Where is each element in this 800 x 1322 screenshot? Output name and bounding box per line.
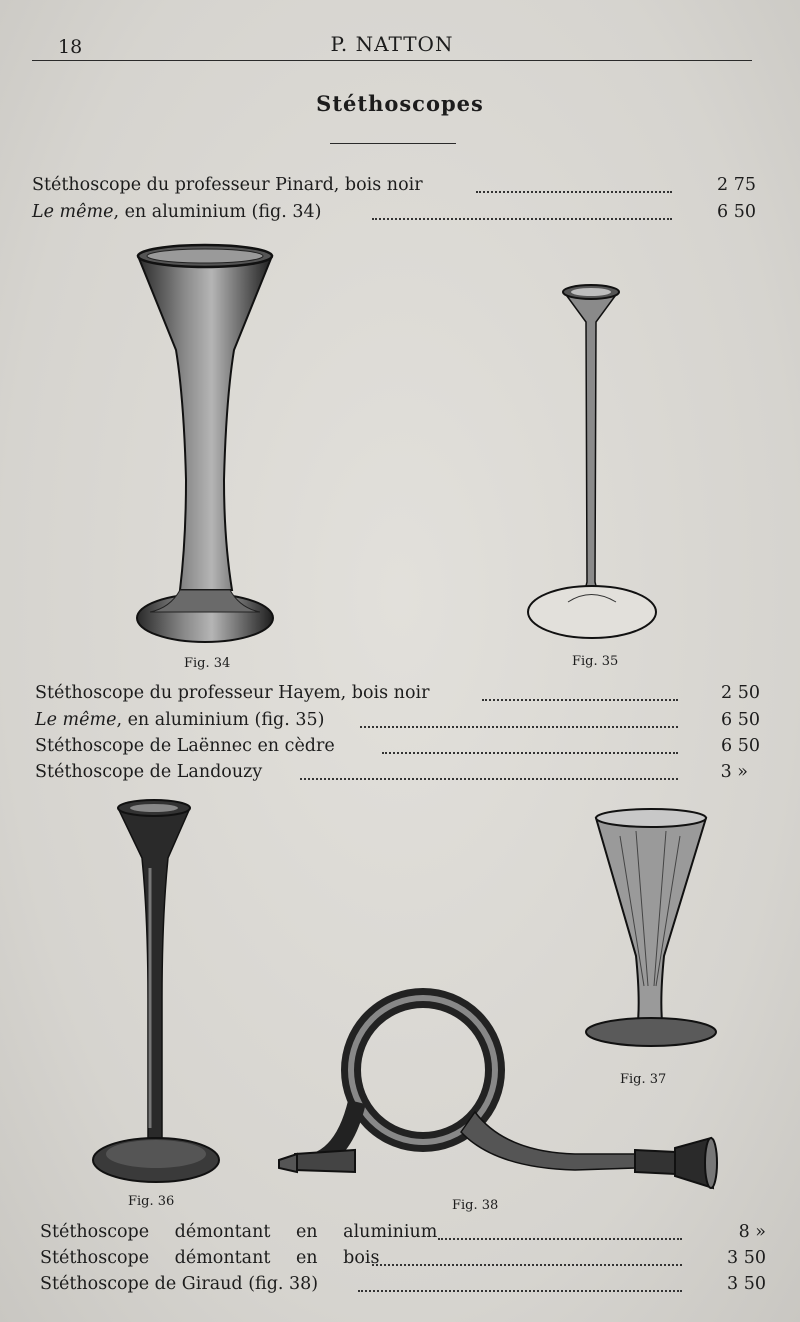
running-head: P. NATTON: [330, 32, 454, 56]
entry-label: Stéthoscope du professeur Hayem, bois noir: [35, 683, 430, 703]
stethoscope-fig-36-illustration: [90, 798, 224, 1188]
figure-caption: Fig. 37: [620, 1072, 667, 1087]
price-entry: [0, 199, 800, 225]
page-header: [32, 30, 752, 61]
entry-price: 8 »: [738, 1222, 766, 1242]
stethoscope-fig-38-illustration: [275, 992, 725, 1198]
entry-label: Stéthoscope de Giraud (fig. 38): [40, 1274, 319, 1294]
title-rule: [330, 143, 456, 144]
entry-label: Stéthoscope de Landouzy: [35, 762, 263, 782]
figure-caption: Fig. 35: [572, 654, 619, 669]
figure-caption: Fig. 36: [128, 1194, 175, 1209]
stethoscope-fig-35-illustration: [528, 282, 662, 642]
leader-dots: [372, 1238, 682, 1266]
entry-price: 6 50: [717, 202, 756, 222]
entry-label: Stéthoscope de Laënnec en cèdre: [35, 736, 335, 756]
entry-price: 3 50: [727, 1274, 766, 1294]
entry-label: Le même, en aluminium (fig. 34): [32, 202, 322, 222]
figure-caption: Fig. 34: [184, 656, 231, 671]
leader-dots: [482, 673, 678, 701]
leader-dots: [358, 1264, 682, 1292]
entry-price: 3 50: [727, 1248, 766, 1268]
price-entry: [0, 1271, 800, 1297]
entry-price: 3 »: [720, 762, 748, 782]
page-number: 18: [58, 36, 83, 58]
stethoscope-fig-34-illustration: [130, 240, 280, 650]
entry-price: 6 50: [721, 710, 760, 730]
leader-dots: [382, 726, 678, 754]
entry-price: 6 50: [721, 736, 760, 756]
leader-dots: [476, 165, 672, 193]
entry-label: Stéthoscope démontant en aluminium: [40, 1222, 438, 1242]
entry-price: 2 75: [717, 175, 756, 195]
leader-dots: [438, 1212, 682, 1240]
leader-dots: [360, 700, 678, 728]
figure-caption: Fig. 38: [452, 1198, 499, 1213]
price-entry: [0, 759, 800, 785]
entry-price: 2 50: [721, 683, 760, 703]
entry-label: Le même, en aluminium (fig. 35): [35, 710, 325, 730]
entry-label: Stéthoscope démontant en bois: [40, 1248, 380, 1268]
leader-dots: [300, 752, 678, 780]
leader-dots: [372, 192, 672, 220]
section-title: Stéthoscopes: [316, 91, 484, 116]
entry-label: Stéthoscope du professeur Pinard, bois noir: [32, 175, 423, 195]
